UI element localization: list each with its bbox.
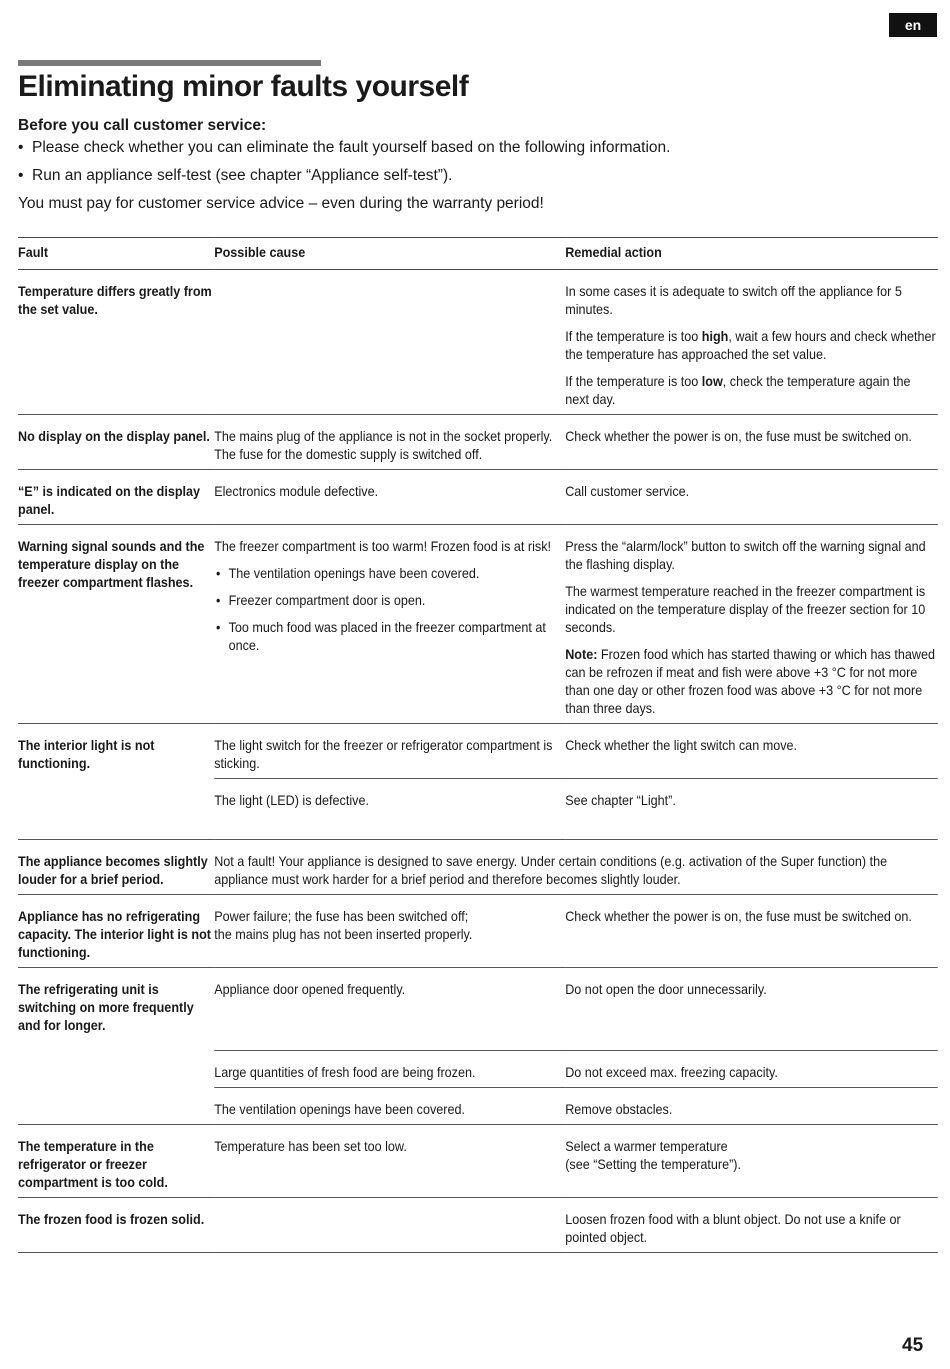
cause-bullet: • The ventilation openings have been covered. — [214, 564, 552, 582]
action-cell: See chapter “Light”. — [565, 779, 938, 840]
action-cell: Call customer service. — [565, 470, 938, 525]
fault-cell: The interior light is not functioning. — [18, 724, 214, 840]
action-cell — [565, 525, 938, 724]
fault-cell: Appliance has no refrigerating capacity. The interior light is not functioning. — [18, 895, 214, 968]
cause-bullet-list — [214, 564, 552, 654]
fault-cell: Temperature differs greatly from the set value. — [18, 270, 214, 415]
table-row — [18, 470, 938, 525]
cause-cell — [214, 525, 565, 724]
cause-cell — [214, 270, 565, 415]
action-text: If the temperature is too high, wait a few hours and check whether the temperature has approached the set value. — [565, 328, 936, 362]
table-row — [18, 840, 938, 895]
action-text: Select a warmer temperature — [565, 1138, 728, 1154]
action-cell: Check whether the power is on, the fuse must be switched on. — [565, 415, 938, 470]
fault-cell: Warning signal sounds and the temperature display on the freezer compartment flashes. — [18, 525, 214, 724]
fault-cell: The refrigerating unit is switching on more frequently and for longer. — [18, 968, 214, 1125]
cause-cell: Electronics module defective. — [214, 470, 565, 525]
fault-cell: No display on the display panel. — [18, 415, 214, 470]
keyword-low: low — [701, 373, 723, 389]
cause-bullet: • Freezer compartment door is open. — [214, 591, 552, 609]
table-header-row — [18, 238, 938, 270]
action-cell: Do not exceed max. freezing capacity. — [565, 1051, 938, 1088]
table-row — [18, 724, 938, 779]
action-text: (see “Setting the temperature”). — [565, 1156, 741, 1172]
action-text: Note: Frozen food which has started thawing or which has thawed can be refrozen if meat and fish were above +3 °C for not more than one day or other frozen food was above +3 °C for not more than three days. — [565, 646, 936, 716]
table-row — [18, 968, 938, 1051]
cause-cell: Large quantities of fresh food are being frozen. — [214, 1051, 565, 1088]
action-text: If the temperature is too low, check the temperature again the next day. — [565, 373, 911, 407]
cause-cell: The light switch for the freezer or refrigerator compartment is sticking. — [214, 724, 565, 779]
table-row — [18, 895, 938, 968]
action-text: In some cases it is adequate to switch off the appliance for 5 minutes. — [565, 283, 902, 317]
fault-cell: The appliance becomes slightly louder for a brief period. — [18, 840, 214, 895]
title-accent-bar — [18, 60, 321, 66]
cause-text: Power failure; the fuse has been switched off; — [214, 908, 469, 924]
keyword-high: high — [701, 328, 729, 344]
fault-table — [18, 237, 938, 1253]
cause-cell: The ventilation openings have been covered. — [214, 1088, 565, 1125]
fault-cell: The temperature in the refrigerator or freezer compartment is too cold. — [18, 1125, 214, 1198]
intro-subhead: Before you call customer service: — [18, 117, 267, 134]
intro-bullet: • Please check whether you can eliminate the fault yourself based on the following information. — [18, 138, 938, 158]
action-cell: Check whether the light switch can move. — [565, 724, 938, 779]
intro-bullet-list — [18, 138, 938, 186]
fault-cell: “E” is indicated on the display panel. — [18, 470, 214, 525]
header-fault: Fault — [18, 238, 214, 270]
table-row — [18, 1125, 938, 1198]
cause-cell: Temperature has been set too low. — [214, 1125, 565, 1198]
page-number: 45 — [902, 1335, 924, 1356]
action-cell — [565, 1125, 938, 1198]
action-text: Press the “alarm/lock” button to switch off the warning signal and the flashing display. — [565, 538, 926, 572]
table-row — [18, 1198, 938, 1253]
warranty-note: You must pay for customer service advice – even during the warranty period! — [18, 195, 544, 212]
fault-cell: The frozen food is frozen solid. — [18, 1198, 214, 1253]
intro-section — [18, 116, 938, 214]
action-cell: Check whether the power is on, the fuse must be switched on. — [565, 895, 938, 968]
span-cell: Not a fault! Your appliance is designed to save energy. Under certain conditions (e.g. activation of the Super function) the appliance must work harder for a brief period and therefore becomes slightly louder. — [214, 840, 938, 895]
intro-bullet: • Run an appliance self-test (see chapter “Appliance self-test”). — [18, 166, 938, 186]
note-label: Note: — [565, 646, 598, 662]
table-row — [18, 270, 938, 415]
header-action: Remedial action — [565, 238, 938, 270]
action-cell: Do not open the door unnecessarily. — [565, 968, 938, 1051]
cause-text: The freezer compartment is too warm! Frozen food is at risk! — [214, 538, 552, 554]
cause-cell: Appliance door opened frequently. — [214, 968, 565, 1051]
page-title: Eliminating minor faults yourself — [18, 70, 469, 103]
cause-text: the mains plug has not been inserted properly. — [214, 926, 473, 942]
cause-bullet: • Too much food was placed in the freezer compartment at once. — [214, 618, 552, 654]
cause-cell: The mains plug of the appliance is not in the socket properly. The fuse for the domestic supply is switched off. — [214, 415, 565, 470]
header-cause: Possible cause — [214, 238, 565, 270]
cause-cell — [214, 1198, 565, 1253]
table-row — [18, 415, 938, 470]
table-row — [18, 525, 938, 724]
cause-cell: The light (LED) is defective. — [214, 779, 565, 840]
action-cell: Loosen frozen food with a blunt object. Do not use a knife or pointed object. — [565, 1198, 938, 1253]
action-cell: Remove obstacles. — [565, 1088, 938, 1125]
action-cell — [565, 270, 938, 415]
cause-cell — [214, 895, 565, 968]
language-tab: en — [889, 13, 937, 37]
action-text: The warmest temperature reached in the freezer compartment is indicated on the temperature display of the freezer section for 10 seconds. — [565, 583, 926, 635]
